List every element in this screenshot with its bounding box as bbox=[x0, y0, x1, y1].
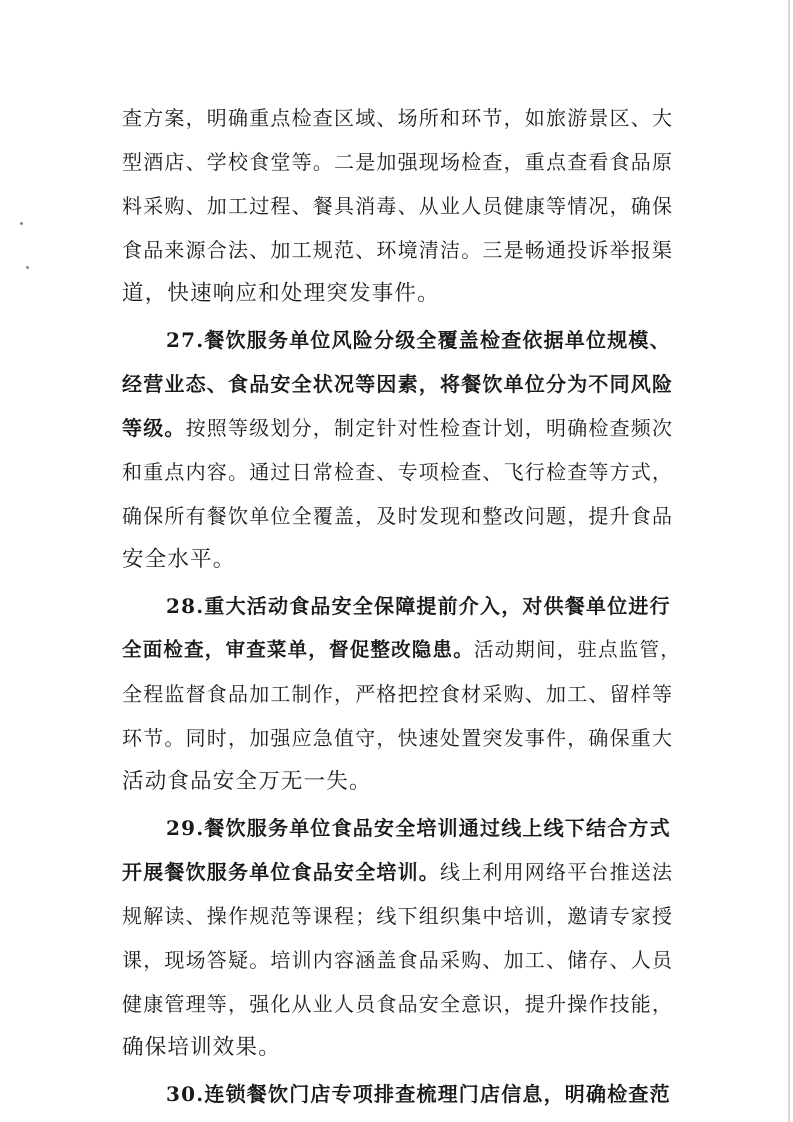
item-28-heading: 28.重大活动食品安全保障提前介入，对供餐单位进行 bbox=[166, 594, 671, 618]
body-line: 健康管理等，强化从业人员食品安全意识，提升操作技能， bbox=[122, 992, 674, 1016]
body-line: 环节。同时，加强应急值守，快速处置突发事件，确保重大 bbox=[122, 726, 674, 750]
item-30-heading: 30.连锁餐饮门店专项排查梳理门店信息，明确检查范 bbox=[166, 1082, 671, 1106]
body-line: 和重点内容。通过日常检查、专项检查、飞行检查等方式， bbox=[122, 460, 674, 484]
body-line: 道，快速响应和处理突发事件。 bbox=[122, 281, 440, 306]
item-27-heading: 27.餐饮服务单位风险分级全覆盖检查依据单位规模、 bbox=[166, 328, 671, 352]
body-line: 确保所有餐饮单位全覆盖，及时发现和整改问题，提升食品 bbox=[122, 504, 674, 528]
body-line: 活动食品安全万无一失。 bbox=[122, 769, 372, 794]
body-line: 全程监督食品加工制作，严格把控食材采购、加工、留样等 bbox=[122, 682, 674, 706]
body-line: 安全水平。 bbox=[122, 547, 236, 572]
body-line: 查方案，明确重点检查区域、场所和环节，如旅游景区、大 bbox=[122, 106, 674, 130]
scan-speck bbox=[26, 266, 29, 269]
scan-speck bbox=[20, 222, 23, 225]
body-line: 课，现场答疑。培训内容涵盖食品采购、加工、储存、人员 bbox=[122, 948, 674, 972]
scan-edge bbox=[788, 0, 790, 1122]
body-line: 开展餐饮服务单位食品安全培训。线上利用网络平台推送法 bbox=[122, 860, 674, 884]
body-line: 等级。按照等级划分，制定针对性检查计划，明确检查频次 bbox=[122, 416, 674, 440]
body-line: 经营业态、食品安全状况等因素，将餐饮单位分为不同风险 bbox=[122, 372, 674, 396]
item-29-heading: 29.餐饮服务单位食品安全培训通过线上线下结合方式 bbox=[166, 816, 671, 840]
body-line: 食品来源合法、加工规范、环境清洁。三是畅通投诉举报渠 bbox=[122, 238, 674, 262]
body-line: 确保培训效果。 bbox=[122, 1035, 281, 1060]
body-line: 型酒店、学校食堂等。二是加强现场检查，重点查看食品原 bbox=[122, 150, 674, 174]
body-line: 全面检查，审查菜单，督促整改隐患。活动期间，驻点监管， bbox=[122, 638, 681, 661]
body-line: 料采购、加工过程、餐具消毒、从业人员健康等情况，确保 bbox=[122, 194, 674, 218]
body-line: 规解读、操作规范等课程；线下组织集中培训，邀请专家授 bbox=[122, 904, 674, 928]
